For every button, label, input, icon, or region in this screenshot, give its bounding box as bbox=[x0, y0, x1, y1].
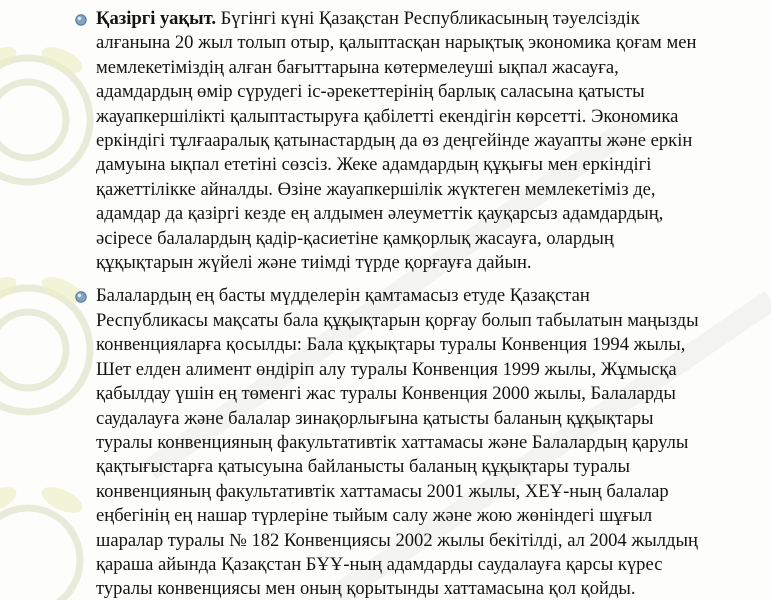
round-bullet-icon bbox=[75, 14, 87, 26]
paragraph-conventions bbox=[96, 284, 771, 600]
slide-body bbox=[96, 7, 771, 600]
paragraph-line: шаралар туралы № 182 Конвенциясы 2002 жылы бекітілді, ал 2004 жылдың bbox=[96, 529, 698, 551]
paragraph-line: саудалауға және балалар зинақорлығына қатысты баланың құқықтары bbox=[96, 407, 654, 429]
paragraph-line: алғанына 20 жыл толып отыр, қалыптасқан нарықтық экономика қоғам мен bbox=[96, 32, 697, 54]
paragraph-line: конвенцияларға қосылды: Бала құқықтары туралы Конвенция 1994 жылы, bbox=[96, 334, 686, 356]
paragraph-line: адамдар да қазіргі кезде ең алдымен әлеуметтік қауқарсыз адамдардың, bbox=[96, 203, 664, 225]
round-bullet-icon bbox=[75, 291, 87, 303]
paragraph-lead: Қазіргі уақыт. bbox=[96, 8, 216, 29]
paragraph-line: қабылдау үшін ең төменгі жас туралы Конвенция 2000 жылы, Балаларды bbox=[96, 383, 676, 405]
paragraph-line: туралы конвенцияның факультативтік хаттамасы және Балалардың қарулы bbox=[96, 431, 689, 453]
paragraph-line: Республикасы мақсаты бала құқықтарын қорғау болып табылатын маңызды bbox=[96, 309, 699, 331]
paragraph-line: қақтығыстарға қатысуына байланысты баланың құқықтары туралы bbox=[96, 456, 631, 478]
paragraph-line: құқықтарын жүйелі және тиімді түрде қорғауға дайын. bbox=[96, 252, 532, 274]
paragraph-line: Шет елден алимент өндіріп алу туралы Конвенция 1999 жылы, Жұмысқа bbox=[96, 358, 677, 380]
paragraph-line: конвенцияның факультативтік хаттамасы 2001 жылы, ХЕҰ-ның балалар bbox=[96, 480, 669, 502]
paragraph-line: қажеттілікке айналды. Өзіне жауапкершілік жүктеген мемлекетіміз де, bbox=[96, 178, 656, 200]
paragraph-line: туралы конвенциясы мен оның қорытынды хаттамасына қол қойды. bbox=[96, 578, 636, 600]
paragraph-current-time bbox=[96, 7, 771, 275]
paragraph-line: еңбегінің ең нашар түрлеріне тыйым салу және жою жөніндегі шұғыл bbox=[96, 505, 653, 527]
paragraph-line bbox=[96, 7, 771, 31]
paragraph-line: жауапкершілікті қалыптастыруға қабілетті екендігін көрсетті. Экономика bbox=[96, 105, 679, 127]
paragraph-line: мемлекетіміздің алған бағыттарына көтермелеуші ықпал жасауға, bbox=[96, 56, 619, 78]
paragraph-line: еркіндігі тұлғааралық қатынастардың да өз деңгейінде жауапты және еркін bbox=[96, 130, 693, 152]
paragraph-line: Балалардың ең басты мүдделерін қамтамасыз етуде Қазақстан bbox=[96, 285, 590, 307]
paragraph-line: дамуына ықпал ететіні сөзсіз. Жеке адамдардың құқығы мен еркіндігі bbox=[96, 154, 652, 176]
paragraph-line: әсіресе балалардың қадір-қасиетіне қамқорлық жасауға, олардың bbox=[96, 227, 614, 249]
paragraph-line: адамдардың өмір сүрудегі іс-әрекеттерінің барлық саласына қатысты bbox=[96, 81, 645, 103]
paragraph-line: қараша айында Қазақстан БҰҰ-ның адамдарды саудалауға қарсы күрес bbox=[96, 553, 663, 575]
paragraph-line-text: Бүгінгі күні Қазақстан Республикасының тәуелсіздік bbox=[215, 8, 640, 29]
